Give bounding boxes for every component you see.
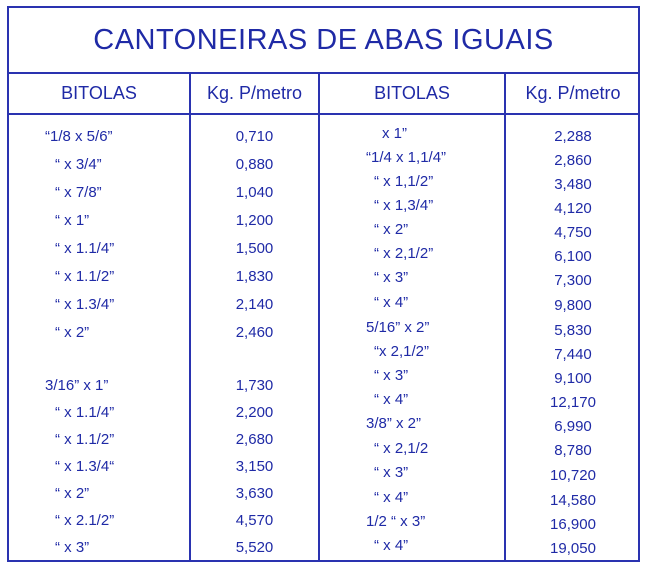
left-bitola-cell: “ x 1.1/4” bbox=[55, 240, 115, 257]
right-kg-cell: 5,830 bbox=[554, 322, 592, 339]
left-bitola-cell: “ x 1.3/4“ bbox=[55, 458, 115, 475]
left-bitola-cell: “ x 3/4” bbox=[55, 156, 102, 173]
right-kg-cell: 7,300 bbox=[554, 272, 592, 289]
left-kg-cell: 0,880 bbox=[235, 156, 274, 173]
right-kg-cell: 14,580 bbox=[550, 492, 596, 509]
right-bitola-cell: “ x 3” bbox=[374, 367, 409, 384]
left-bitola-cell: 3/16” x 1” bbox=[45, 377, 109, 394]
left-kg-cell: 1,500 bbox=[235, 240, 274, 257]
right-bitola-cell: “ x 4” bbox=[374, 537, 409, 554]
left-kg-cell: 0,710 bbox=[235, 128, 274, 145]
left-bitola-cell: “1/8 x 5/6” bbox=[45, 128, 113, 145]
left-kg-cell: 1,830 bbox=[235, 268, 274, 285]
left-bitola-cell: “ x 1.1/2” bbox=[55, 268, 115, 285]
right-kg-cell: 19,050 bbox=[550, 540, 596, 557]
right-bitola-cell: “ x 2” bbox=[374, 221, 409, 238]
right-kg-cell: 3,480 bbox=[554, 176, 592, 193]
right-kg-cell: 8,780 bbox=[554, 442, 592, 459]
left-kg-cell: 3,630 bbox=[235, 485, 274, 502]
right-bitola-cell: “ x 3” bbox=[374, 269, 409, 286]
right-bitola-cell: x 1” bbox=[382, 125, 408, 142]
left-kg-cell: 2,200 bbox=[235, 404, 274, 421]
angle-table bbox=[7, 6, 640, 562]
header-kg-left: Kg. P/metro bbox=[206, 83, 303, 103]
right-bitola-cell: “x 2,1/2” bbox=[374, 343, 430, 360]
right-kg-cell: 4,750 bbox=[554, 224, 592, 241]
left-bitola-cell: “ x 7/8” bbox=[55, 184, 102, 201]
left-kg-cell: 1,200 bbox=[235, 212, 274, 229]
right-kg-cell: 9,800 bbox=[554, 297, 592, 314]
left-bitola-cell: “ x 2.1/2” bbox=[55, 512, 115, 529]
right-kg-cell: 16,900 bbox=[550, 516, 596, 533]
right-kg-cell: 6,100 bbox=[554, 248, 592, 265]
left-kg-cell: 3,150 bbox=[235, 458, 274, 475]
right-bitola-cell: “ x 3” bbox=[374, 464, 409, 481]
right-bitola-cell: 3/8” x 2” bbox=[366, 415, 422, 432]
right-kg-cell: 2,288 bbox=[554, 128, 592, 145]
right-bitola-cell: “ x 2,1/2” bbox=[374, 245, 434, 262]
left-kg-cell: 2,460 bbox=[235, 324, 274, 341]
left-kg-cell: 4,570 bbox=[235, 512, 274, 529]
left-bitola-cell: “ x 1” bbox=[55, 212, 90, 229]
right-bitola-cell: “ x 4” bbox=[374, 294, 409, 311]
right-bitola-cell: “1/4 x 1,1/4” bbox=[366, 149, 447, 166]
header-bitolas-left: BITOLAS bbox=[61, 83, 137, 103]
left-bitola-cell: “ x 1.3/4” bbox=[55, 296, 115, 313]
left-kg-cell: 1,730 bbox=[235, 377, 274, 394]
left-kg-cell: 5,520 bbox=[235, 539, 274, 556]
header-bitolas-right: BITOLAS bbox=[374, 83, 450, 103]
right-bitola-cell: 5/16” x 2” bbox=[366, 319, 430, 336]
left-kg-cell: 2,140 bbox=[235, 296, 274, 313]
left-bitola-cell: “ x 3” bbox=[55, 539, 90, 556]
header-kg-right: Kg. P/metro bbox=[525, 83, 621, 103]
left-bitola-cell: “ x 2” bbox=[55, 485, 90, 502]
right-bitola-cell: “ x 1,1/2” bbox=[374, 173, 434, 190]
left-bitola-cell: “ x 1.1/2” bbox=[55, 431, 115, 448]
left-bitola-cell: “ x 1.1/4” bbox=[55, 404, 115, 421]
left-kg-cell: 2,680 bbox=[235, 431, 274, 448]
right-kg-cell: 12,170 bbox=[550, 394, 596, 411]
right-kg-cell: 7,440 bbox=[554, 346, 592, 363]
right-bitola-cell: “ x 1,3/4” bbox=[374, 197, 434, 214]
right-kg-cell: 9,100 bbox=[554, 370, 592, 387]
right-bitola-cell: “ x 4” bbox=[374, 489, 409, 506]
right-kg-cell: 6,990 bbox=[554, 418, 592, 435]
right-kg-cell: 4,120 bbox=[554, 200, 592, 217]
left-kg-cell: 1,040 bbox=[235, 184, 274, 201]
right-bitola-cell: “ x 2,1/2 bbox=[374, 440, 429, 457]
column-divider bbox=[318, 72, 320, 560]
right-bitola-cell: 1/2 “ x 3” bbox=[366, 513, 426, 530]
right-bitola-cell: “ x 4” bbox=[374, 391, 409, 408]
header-divider bbox=[9, 113, 638, 115]
right-kg-cell: 10,720 bbox=[550, 467, 596, 484]
table-title: CANTONEIRAS DE ABAS IGUAIS bbox=[9, 8, 638, 74]
right-kg-cell: 2,860 bbox=[554, 152, 592, 169]
left-bitola-cell: “ x 2” bbox=[55, 324, 90, 341]
